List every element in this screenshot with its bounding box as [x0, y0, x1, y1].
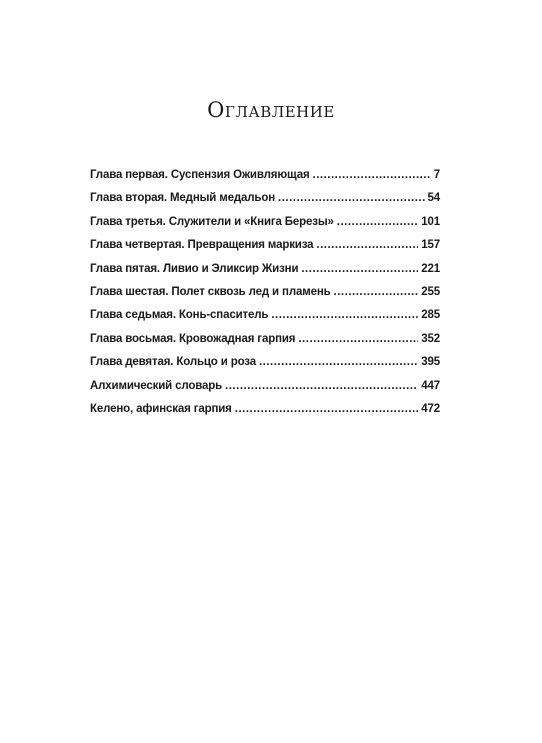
dot-leader: [225, 380, 418, 392]
table-of-contents: [90, 169, 440, 426]
toc-entry-page-number: 447: [421, 379, 440, 392]
toc-heading: Оглавление: [207, 98, 335, 122]
dot-leader: [235, 403, 419, 415]
toc-entry[interactable]: [90, 239, 440, 262]
toc-entry-page-number: 221: [421, 262, 440, 275]
toc-entry[interactable]: [90, 333, 440, 356]
toc-entry-title: Глава седьмая. Конь-спаситель: [90, 309, 269, 322]
toc-entry[interactable]: [90, 192, 440, 215]
dot-leader: [278, 192, 424, 204]
toc-entry-page-number: 395: [421, 356, 440, 369]
toc-entry[interactable]: [90, 263, 440, 286]
toc-entry-page-number: 7: [433, 169, 440, 181]
toc-entry-title: Глава вторая. Медный медальон: [90, 192, 276, 205]
toc-entry-page-number: 101: [421, 215, 440, 228]
dot-leader: [298, 333, 418, 345]
toc-entry-title: Алхимический словарь: [90, 379, 223, 392]
toc-entry-page-number: 352: [421, 332, 440, 345]
toc-entry-page-number: 157: [421, 239, 440, 252]
toc-entry[interactable]: [90, 356, 440, 379]
toc-entry-title: Глава первая. Суспензия Оживляющая: [90, 169, 310, 181]
dot-leader: [301, 263, 418, 275]
toc-entry-title: Глава восьмая. Кровожадная гарпия: [90, 332, 296, 345]
toc-entry-title: Глава девятая. Кольцо и роза: [90, 356, 256, 369]
toc-entry[interactable]: [90, 380, 440, 403]
toc-entry-title: Глава шестая. Полет сквозь лед и пламень: [90, 285, 331, 298]
toc-entry-title: Келено, афинская гарпия: [90, 402, 232, 415]
toc-entry-page-number: 54: [427, 192, 440, 205]
toc-entry-page-number: 472: [421, 402, 440, 415]
toc-entry[interactable]: [90, 169, 440, 192]
toc-entry-title: Глава третья. Служители и «Книга Березы»: [90, 215, 334, 228]
toc-entry[interactable]: [90, 216, 440, 239]
dot-leader: [337, 216, 418, 228]
toc-entry[interactable]: [90, 286, 440, 309]
toc-entry-page-number: 255: [421, 285, 440, 298]
dot-leader: [271, 309, 418, 321]
toc-entry-page-number: 285: [421, 309, 440, 322]
toc-entry[interactable]: [90, 403, 440, 426]
toc-entry-title: Глава пятая. Ливио и Эликсир Жизни: [90, 262, 299, 275]
dot-leader: [259, 356, 418, 368]
toc-entry[interactable]: [90, 309, 440, 332]
dot-leader: [334, 286, 419, 298]
dot-leader: [313, 169, 431, 181]
dot-leader: [316, 239, 418, 251]
toc-entry-title: Глава четвертая. Превращения маркиза: [90, 239, 314, 252]
